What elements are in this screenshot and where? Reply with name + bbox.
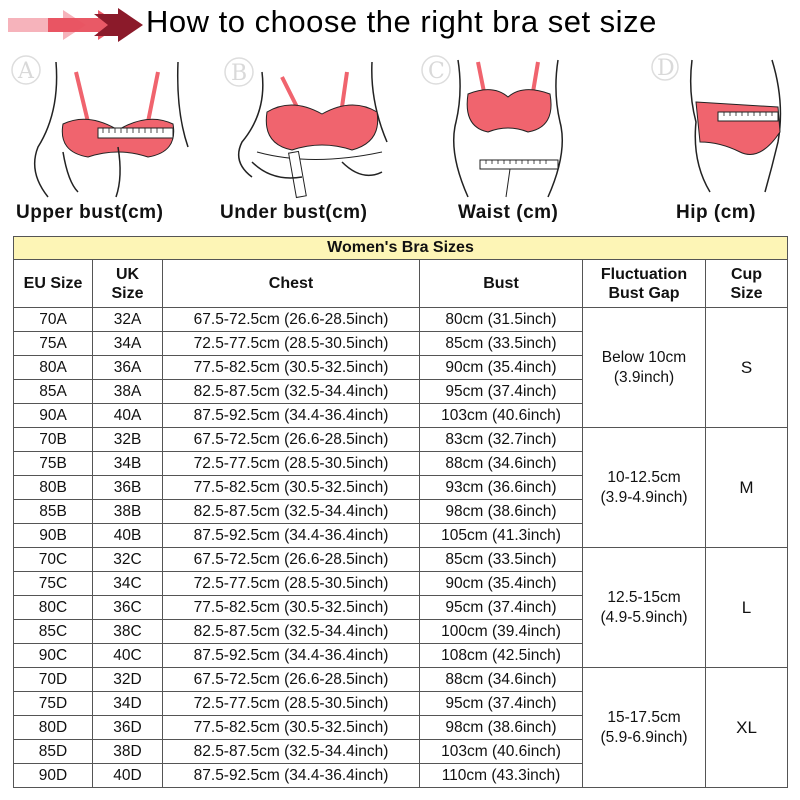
bust-cell: 98cm (38.6inch) <box>420 716 583 740</box>
hip-figure-icon <box>640 52 790 202</box>
table-title: Women's Bra Sizes <box>14 237 788 260</box>
eu-size-cell: 70D <box>14 668 93 692</box>
bust-cell: 95cm (37.4inch) <box>420 692 583 716</box>
bust-gap-cell: 15-17.5cm (5.9-6.9inch) <box>583 668 706 788</box>
chest-cell: 72.5-77.5cm (28.5-30.5inch) <box>163 692 420 716</box>
header-eu-size: EU Size <box>14 260 93 308</box>
uk-size-cell: 32D <box>93 668 163 692</box>
bust-cell: 88cm (34.6inch) <box>420 668 583 692</box>
cup-size-cell: S <box>706 308 788 428</box>
uk-size-cell: 34A <box>93 332 163 356</box>
chest-cell: 82.5-87.5cm (32.5-34.4inch) <box>163 740 420 764</box>
caption-under-bust: Under bust(cm) <box>220 202 368 223</box>
chest-cell: 67.5-72.5cm (26.6-28.5inch) <box>163 428 420 452</box>
chest-cell: 72.5-77.5cm (28.5-30.5inch) <box>163 332 420 356</box>
bust-cell: 83cm (32.7inch) <box>420 428 583 452</box>
uk-size-cell: 40D <box>93 764 163 788</box>
bust-cell: 90cm (35.4inch) <box>420 572 583 596</box>
bust-cell: 95cm (37.4inch) <box>420 596 583 620</box>
uk-size-cell: 38B <box>93 500 163 524</box>
chest-cell: 82.5-87.5cm (32.5-34.4inch) <box>163 500 420 524</box>
eu-size-cell: 90B <box>14 524 93 548</box>
bust-cell: 103cm (40.6inch) <box>420 404 583 428</box>
eu-size-cell: 80C <box>14 596 93 620</box>
eu-size-cell: 70C <box>14 548 93 572</box>
page-title: How to choose the right bra set size <box>146 4 657 39</box>
uk-size-cell: 32B <box>93 428 163 452</box>
bust-cell: 90cm (35.4inch) <box>420 356 583 380</box>
caption-waist: Waist (cm) <box>458 202 559 223</box>
under-bust-figure-icon <box>222 52 402 202</box>
header <box>0 0 800 50</box>
uk-size-cell: 36C <box>93 596 163 620</box>
eu-size-cell: 80A <box>14 356 93 380</box>
under-bust-illustration <box>222 52 402 202</box>
eu-size-cell: 80D <box>14 716 93 740</box>
uk-size-cell: 40A <box>93 404 163 428</box>
eu-size-cell: 90C <box>14 644 93 668</box>
header-bust: Bust <box>420 260 583 308</box>
chest-cell: 77.5-82.5cm (30.5-32.5inch) <box>163 476 420 500</box>
bust-cell: 80cm (31.5inch) <box>420 308 583 332</box>
caption-hip: Hip (cm) <box>676 202 756 223</box>
eu-size-cell: 70B <box>14 428 93 452</box>
header-chest: Chest <box>163 260 420 308</box>
eu-size-cell: 75D <box>14 692 93 716</box>
bust-cell: 110cm (43.3inch) <box>420 764 583 788</box>
cup-size-cell: L <box>706 548 788 668</box>
uk-size-cell: 34C <box>93 572 163 596</box>
bust-cell: 100cm (39.4inch) <box>420 620 583 644</box>
bust-cell: 108cm (42.5inch) <box>420 644 583 668</box>
eu-size-cell: 85D <box>14 740 93 764</box>
chest-cell: 67.5-72.5cm (26.6-28.5inch) <box>163 308 420 332</box>
uk-size-cell: 36D <box>93 716 163 740</box>
cup-size-cell: XL <box>706 668 788 788</box>
bust-cell: 85cm (33.5inch) <box>420 332 583 356</box>
bust-cell: 93cm (36.6inch) <box>420 476 583 500</box>
header-fluctuation-bust-gap: Fluctuation Bust Gap <box>583 260 706 308</box>
waist-illustration <box>418 52 578 202</box>
letter-d: D <box>657 56 675 81</box>
letter-c: C <box>428 59 445 84</box>
bust-cell: 98cm (38.6inch) <box>420 500 583 524</box>
chest-cell: 77.5-82.5cm (30.5-32.5inch) <box>163 356 420 380</box>
size-table-container <box>13 236 787 788</box>
bust-cell: 95cm (37.4inch) <box>420 380 583 404</box>
header-cup-size: Cup Size <box>706 260 788 308</box>
cup-size-cell: M <box>706 428 788 548</box>
chest-cell: 87.5-92.5cm (34.4-36.4inch) <box>163 764 420 788</box>
waist-figure-icon <box>418 52 578 202</box>
bust-gap-cell: 10-12.5cm (3.9-4.9inch) <box>583 428 706 548</box>
chest-cell: 87.5-92.5cm (34.4-36.4inch) <box>163 644 420 668</box>
uk-size-cell: 40C <box>93 644 163 668</box>
caption-upper-bust: Upper bust(cm) <box>16 202 164 223</box>
uk-size-cell: 34B <box>93 452 163 476</box>
uk-size-cell: 32C <box>93 548 163 572</box>
table-body <box>14 308 788 788</box>
chest-cell: 87.5-92.5cm (34.4-36.4inch) <box>163 524 420 548</box>
eu-size-cell: 70A <box>14 308 93 332</box>
eu-size-cell: 85A <box>14 380 93 404</box>
chest-cell: 72.5-77.5cm (28.5-30.5inch) <box>163 452 420 476</box>
uk-size-cell: 38A <box>93 380 163 404</box>
hip-illustration <box>640 52 790 202</box>
chest-cell: 67.5-72.5cm (26.6-28.5inch) <box>163 668 420 692</box>
size-table <box>13 236 788 788</box>
eu-size-cell: 75C <box>14 572 93 596</box>
uk-size-cell: 32A <box>93 308 163 332</box>
bust-cell: 105cm (41.3inch) <box>420 524 583 548</box>
letter-a: A <box>18 59 34 84</box>
eu-size-cell: 75B <box>14 452 93 476</box>
chest-cell: 77.5-82.5cm (30.5-32.5inch) <box>163 596 420 620</box>
header-uk-size: UK Size <box>93 260 163 308</box>
bust-gap-cell: Below 10cm (3.9inch) <box>583 308 706 428</box>
table-row <box>14 548 788 572</box>
uk-size-cell: 38D <box>93 740 163 764</box>
uk-size-cell: 36B <box>93 476 163 500</box>
eu-size-cell: 75A <box>14 332 93 356</box>
chest-cell: 77.5-82.5cm (30.5-32.5inch) <box>163 716 420 740</box>
chest-cell: 82.5-87.5cm (32.5-34.4inch) <box>163 380 420 404</box>
bust-cell: 103cm (40.6inch) <box>420 740 583 764</box>
bust-gap-cell: 12.5-15cm (4.9-5.9inch) <box>583 548 706 668</box>
table-row <box>14 308 788 332</box>
table-row <box>14 668 788 692</box>
chest-cell: 82.5-87.5cm (32.5-34.4inch) <box>163 620 420 644</box>
upper-bust-figure-icon <box>8 52 198 202</box>
eu-size-cell: 85C <box>14 620 93 644</box>
bust-cell: 85cm (33.5inch) <box>420 548 583 572</box>
uk-size-cell: 38C <box>93 620 163 644</box>
eu-size-cell: 90A <box>14 404 93 428</box>
upper-bust-illustration <box>8 52 198 202</box>
arrows-icon <box>8 8 143 42</box>
chest-cell: 72.5-77.5cm (28.5-30.5inch) <box>163 572 420 596</box>
eu-size-cell: 80B <box>14 476 93 500</box>
uk-size-cell: 40B <box>93 524 163 548</box>
uk-size-cell: 34D <box>93 692 163 716</box>
eu-size-cell: 90D <box>14 764 93 788</box>
uk-size-cell: 36A <box>93 356 163 380</box>
letter-b: B <box>231 61 248 86</box>
chest-cell: 67.5-72.5cm (26.6-28.5inch) <box>163 548 420 572</box>
eu-size-cell: 85B <box>14 500 93 524</box>
table-row <box>14 428 788 452</box>
bust-cell: 88cm (34.6inch) <box>420 452 583 476</box>
chest-cell: 87.5-92.5cm (34.4-36.4inch) <box>163 404 420 428</box>
